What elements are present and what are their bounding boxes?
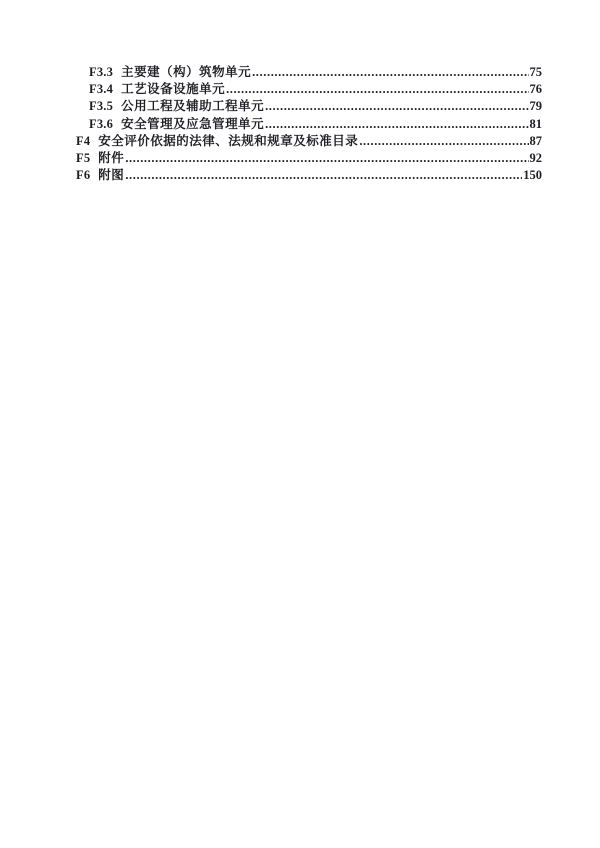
- toc-entry: [76, 64, 542, 81]
- toc-entry: [76, 98, 542, 115]
- toc-page-number: 79: [529, 99, 542, 114]
- toc-entry-title: 附图: [98, 168, 125, 183]
- toc-entry: [76, 81, 542, 98]
- toc-entry-number: F3.5: [89, 99, 114, 114]
- toc-entry: [76, 167, 542, 184]
- toc-dotted-leader: [359, 133, 528, 150]
- toc-entry: [76, 133, 542, 150]
- toc-page-number: 76: [529, 82, 542, 97]
- toc-entry-number: F5: [76, 150, 91, 165]
- toc-page-number: 150: [523, 168, 542, 183]
- toc-entry-title: 安全评价依据的法律、法规和规章及标准目录: [98, 133, 359, 148]
- toc-page-number: 75: [529, 65, 542, 79]
- toc-entry: [76, 116, 542, 133]
- toc-entry-title: 附件: [98, 150, 125, 165]
- toc-dotted-leader: [125, 150, 528, 167]
- toc-entry-title: 工艺设备设施单元: [121, 82, 226, 97]
- toc-dotted-leader: [125, 167, 522, 184]
- toc-entry-number: F3.4: [89, 82, 114, 97]
- toc-entry: [76, 150, 542, 167]
- toc-entry-title: 主要建（构）筑物单元: [121, 65, 252, 79]
- toc-page-number: 81: [529, 116, 542, 131]
- toc-dotted-leader: [226, 81, 528, 98]
- toc-entry-title: 公用工程及辅助工程单元: [121, 99, 265, 114]
- toc-entry-number: F6: [76, 168, 91, 183]
- toc-dotted-leader: [252, 64, 528, 81]
- toc-dotted-leader: [265, 116, 528, 133]
- toc-page-number: 92: [529, 150, 542, 165]
- toc-dotted-leader: [265, 98, 528, 115]
- toc-page-number: 87: [529, 133, 542, 148]
- toc-entry-number: F3.3: [89, 65, 114, 79]
- toc-entry-number: F4: [76, 133, 91, 148]
- toc-entry-number: F3.6: [89, 116, 114, 131]
- toc-entry-title: 安全管理及应急管理单元: [121, 116, 265, 131]
- table-of-contents: [76, 64, 542, 184]
